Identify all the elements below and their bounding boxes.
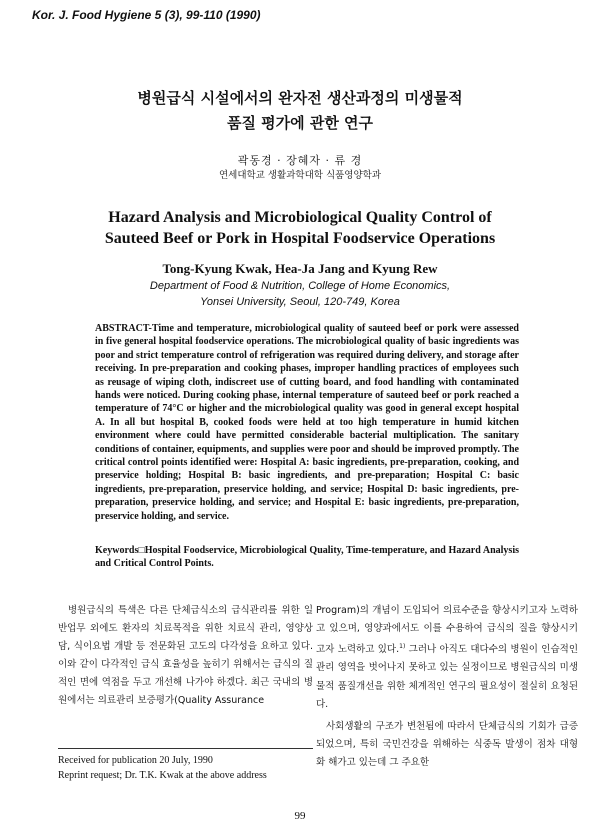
citation-superscript: 1): [399, 643, 406, 651]
body-right-text: Program)의 개념이 도입되어 의료수준을 향상시키고자 노력하고 있으며, 영양과에서도 이를 수용하여 급식의 질을 향상시키고자 노력하고 있다.: [316, 605, 578, 656]
footnote-reprint: Reprint request; Dr. T.K. Kwak at the above address: [58, 770, 267, 781]
page-number: 99: [294, 810, 306, 822]
korean-affiliation: 연세대학교 생활과학대학 식품영양학과: [218, 170, 382, 181]
korean-authors: 곽동경 · 장혜자 · 류 경: [237, 154, 363, 167]
abstract: ABSTRACT-Time and temperature, microbiological quality of sauteed beef or pork were assessed in five general hospital foodservice operations. The microbiological quality of basic ingredients was poor and strict temperature control of refrigeration was required during delivery, and storage after receiving. In pre-preparation and cooking phases, improper handling practices of employees such as reusage of wiping cloth, indiscreet use of cutting board, and food handling with contaminated hands were noticed. During cooking phase, internal temperature of sauteed beef or pork reached a temperature of 74°C or higher and the microbiological quality was good in general except hospital A. In all but hospital B, cooked foods were held at too high temperature in humid kitchen environment where could have permitted considerable bacterial multiplication. The sanitary conditions of container, equipments, and supplies were poor and should be improved promptly. The critical control points identified were: Hospital A: basic ingredients, pre-preparation, cooking, and preservice holding; Hospital B: basic ingredients, and pre-preparation; Hospital C: basic ingredients, pre-preparation, preservice holding, and service; Hospital D: basic ingredients, pre-preparation, preservice holding, and service; and Hospital E: basic ingredients, pre-preparation, preservice holding, and service.: [95, 323, 519, 522]
footnote-divider: [58, 748, 313, 749]
english-affiliation-line1: Department of Food & Nutrition, College of Home Economics,: [149, 280, 451, 292]
footnote-received: Received for publication 20 July, 1990: [58, 755, 213, 766]
korean-title-line1: 병원급식 시설에서의 완자전 생산과정의 미생물적: [137, 89, 463, 107]
english-authors: Tong-Kyung Kwak, Hea-Ja Jang and Kyung Rew: [162, 261, 438, 276]
body-right-paragraph-1: [316, 602, 578, 714]
keywords: Keywords□Hospital Foodservice, Microbiological Quality, Time-temperature, and Hazard Analysis and Critical Control Points.: [95, 545, 519, 570]
journal-citation: Kor. J. Food Hygiene 5 (3), 99-110 (1990): [32, 8, 261, 22]
korean-title-line2: 품질 평가에 관한 연구: [226, 114, 374, 132]
english-title-line2: Sauteed Beef or Pork in Hospital Foodservice Operations: [104, 230, 496, 247]
body-right-text-rest: 그러나 아직도 대다수의 병원이 인습적인 관리 영역을 벗어나지 못하고 있는 실정이므로 병원급식의 미생물적 품질개선을 위한 체계적인 연구의 필요성이 절실히 요청된다.: [316, 644, 579, 710]
body-left-paragraph: 병원급식의 특색은 다른 단체급식소의 급식관리를 위한 일반업무 외에도 환자의 치료목적을 위한 치료식 관리, 영양상담, 식이요법 개발 등 전문화된 고도의 다각성을 요하고 있다. 이와 같이 다각적인 급식 효율성을 높히기 위해서는 급식의 질적인 면에 역점을 두고 개선해 나가야 하겠다. 최근 국내의 병원에서는 의료관리 보증평가(Quality Assurance: [58, 605, 313, 707]
body-right-column: [316, 602, 578, 772]
body-right-paragraph-2: 사회생활의 구조가 변천됨에 따라서 단체급식의 기회가 급증되었으며, 특히 국민건강을 위해하는 식중독 발생이 점차 대형화 해가고 있는데 그 주요한: [316, 720, 578, 768]
english-title-line1: Hazard Analysis and Microbiological Quality Control of: [108, 209, 492, 226]
body-left-column: [58, 602, 313, 711]
english-affiliation-line2: Yonsei University, Seoul, 120-749, Korea: [200, 296, 400, 308]
